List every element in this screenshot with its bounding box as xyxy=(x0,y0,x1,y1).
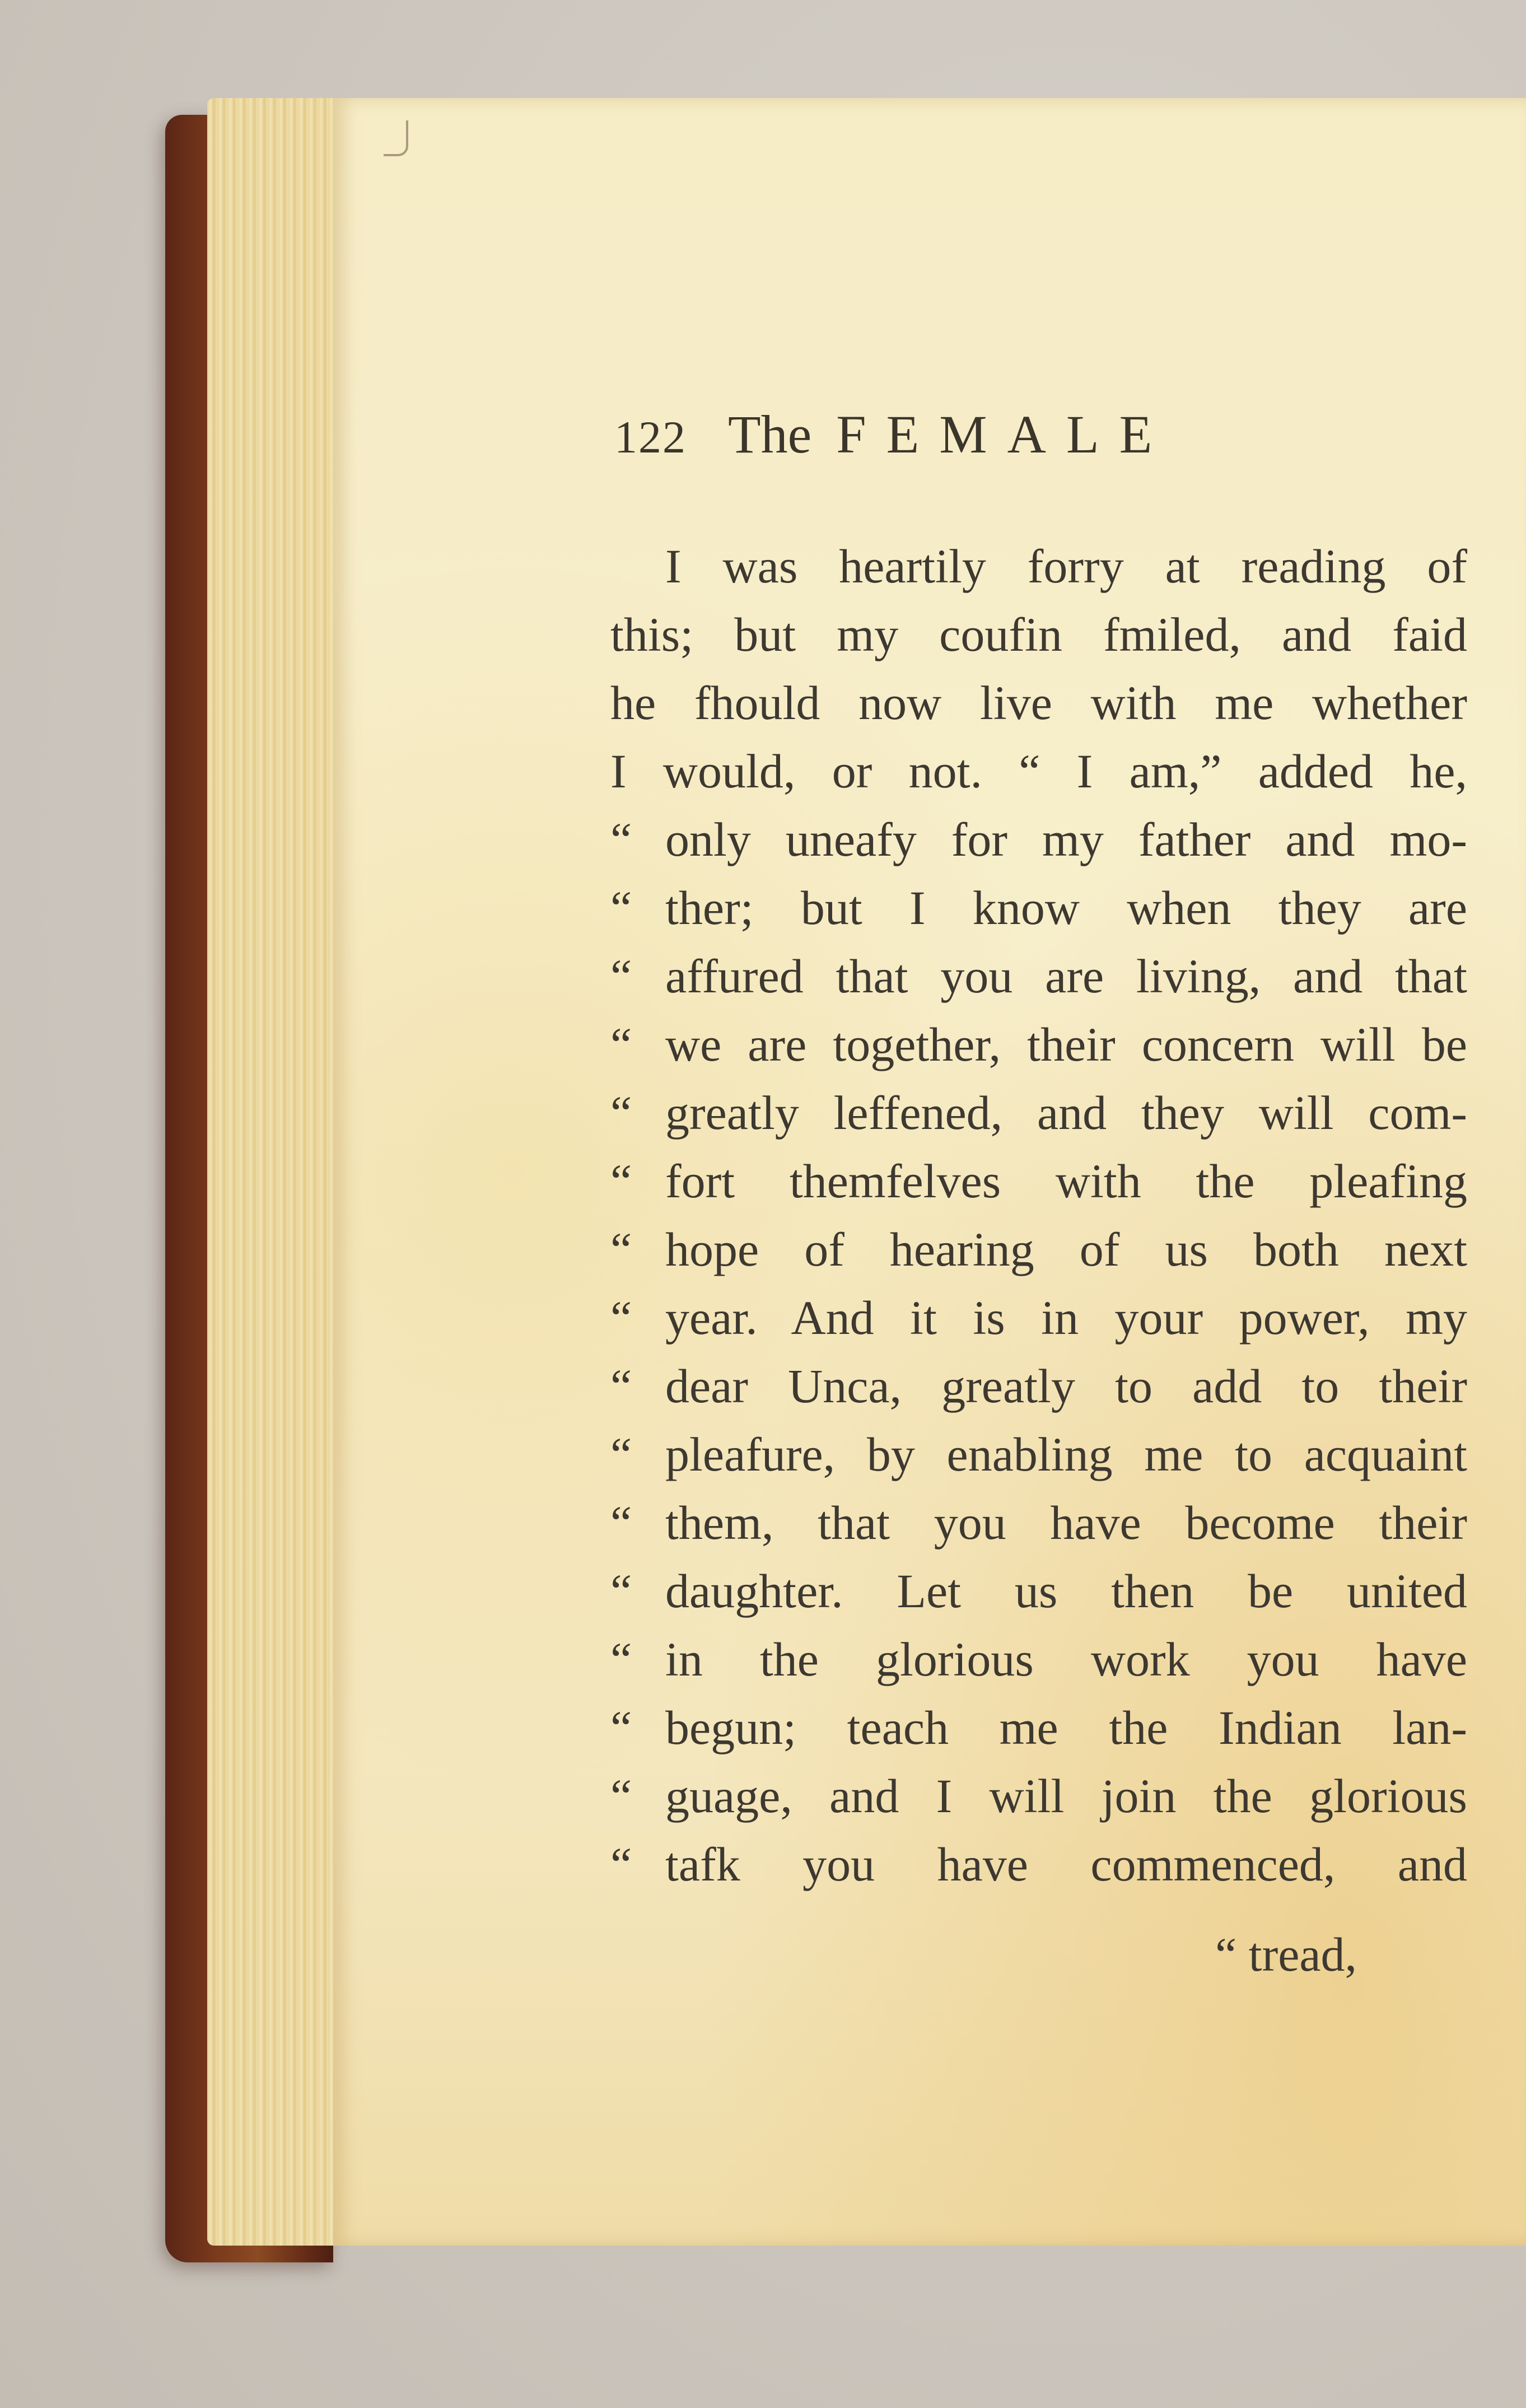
line-text: we are together, their concern will be xyxy=(665,1018,1467,1071)
line-text: affured that you are living, and that xyxy=(665,949,1467,1003)
page-edges xyxy=(207,98,353,2246)
running-head-word: The xyxy=(728,404,812,464)
quote-mark: “ xyxy=(610,1564,632,1618)
quote-mark: “ xyxy=(610,1018,632,1071)
line-text: only uneafy for my father and mo- xyxy=(665,813,1467,866)
quote-mark: “ xyxy=(610,1154,632,1208)
text-line xyxy=(610,1830,1467,1898)
quote-mark: “ xyxy=(610,1291,632,1345)
text-line xyxy=(610,805,1467,874)
line-text: hope of hearing of us both next xyxy=(665,1222,1467,1276)
text-line xyxy=(610,942,1467,1010)
text-line xyxy=(610,1557,1467,1625)
quote-mark: “ xyxy=(610,1837,632,1891)
text-line xyxy=(610,1079,1467,1147)
line-text: daughter. Let us then be united xyxy=(665,1564,1467,1618)
line-text: dear Unca, greatly to add to their xyxy=(665,1359,1467,1413)
text-line xyxy=(610,1420,1467,1488)
text-line xyxy=(610,1147,1467,1215)
text-line xyxy=(610,874,1467,942)
line-text: ther; but I know when they are xyxy=(665,881,1467,935)
quote-mark: “ xyxy=(610,1496,632,1550)
quote-mark: “ xyxy=(610,1086,632,1140)
line-text: begun; teach me the Indian lan- xyxy=(665,1701,1467,1754)
book-page xyxy=(333,98,1526,2246)
line-text: in the glorious work you have xyxy=(665,1632,1467,1686)
line-text: I would, or not. “ I am,” added he, xyxy=(610,744,1467,798)
page-number: 122 xyxy=(614,412,687,463)
page-corner-mark xyxy=(384,120,408,156)
text-line xyxy=(610,1488,1467,1557)
text-line xyxy=(610,1762,1467,1830)
running-head xyxy=(728,404,1172,464)
text-line xyxy=(610,669,1467,737)
body-text xyxy=(610,532,1467,1898)
text-line xyxy=(610,1215,1467,1284)
page-header xyxy=(614,403,1172,470)
line-text: them, that you have become their xyxy=(665,1496,1467,1550)
line-text: greatly leffened, and they will com- xyxy=(665,1086,1467,1140)
quote-mark: “ xyxy=(610,1632,632,1686)
quote-mark: “ xyxy=(610,813,632,866)
line-text: fort themfelves with the pleafing xyxy=(665,1154,1467,1208)
quote-mark: “ xyxy=(610,1427,632,1481)
text-line xyxy=(610,1010,1467,1079)
line-text: I was heartily forry at reading of xyxy=(665,539,1467,593)
text-line xyxy=(610,1352,1467,1420)
quote-mark: “ xyxy=(610,1359,632,1413)
text-line xyxy=(610,600,1467,669)
line-text: year. And it is in your power, my xyxy=(665,1291,1467,1345)
catchword: “ tread, xyxy=(1215,1928,1357,1981)
line-text: pleafure, by enabling me to acquaint xyxy=(665,1427,1467,1481)
quote-mark: “ xyxy=(610,1769,632,1823)
text-line xyxy=(610,1625,1467,1693)
quote-mark: “ xyxy=(610,881,632,935)
line-text: tafk you have commenced, and xyxy=(665,1837,1467,1891)
line-text: he fhould now live with me whether xyxy=(610,676,1467,730)
quote-mark: “ xyxy=(610,949,632,1003)
line-text: this; but my coufin fmiled, and faid xyxy=(610,608,1467,661)
text-line xyxy=(610,1693,1467,1762)
line-text: guage, and I will join the glorious xyxy=(665,1769,1467,1823)
text-line xyxy=(610,1284,1467,1352)
quote-mark: “ xyxy=(610,1222,632,1276)
text-line xyxy=(610,532,1467,600)
running-head-caps: FEMALE xyxy=(836,404,1173,464)
text-line xyxy=(610,737,1467,805)
quote-mark: “ xyxy=(610,1701,632,1754)
